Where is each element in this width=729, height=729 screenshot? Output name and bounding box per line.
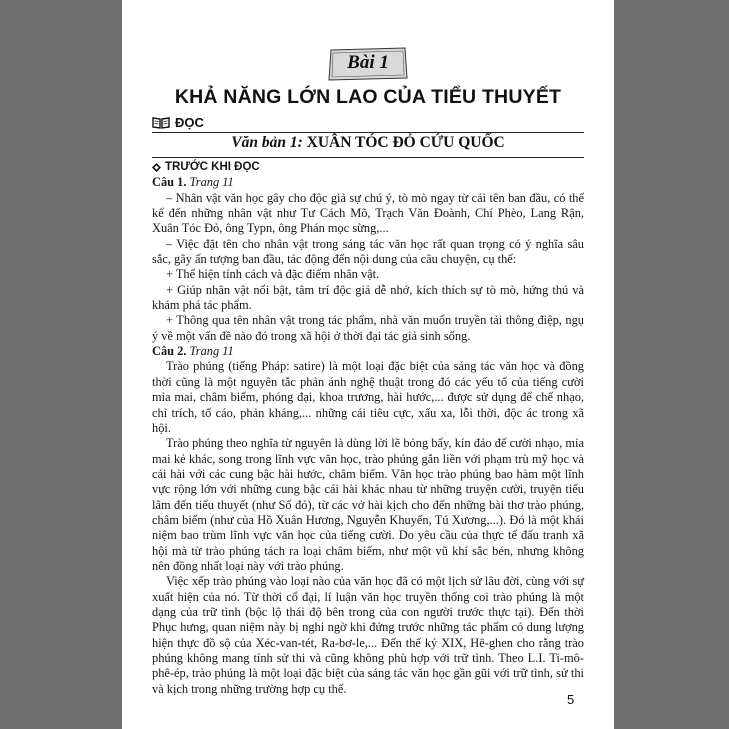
page-body (152, 158, 584, 697)
question-2-heading (152, 344, 584, 359)
q1-paragraph: + Thông qua tên nhân vật trong tác phẩm, nhà văn muốn truyền tải thông điệp, ngụ ý về một vấn đề nào đó trong xã hội ở thời đại tác giả sinh sống. (152, 313, 584, 343)
question-2-label: Câu 2. (152, 344, 187, 359)
page-number: 5 (567, 692, 575, 707)
q1-paragraph: – Việc đặt tên cho nhân vật trong sáng tác văn học rất quan trọng có ý nghĩa sâu sắc, gây ấn tượng ban đầu, tác động đến nội dung của câu chuyện, cụ thể: (152, 236, 584, 267)
section-heading-doc (152, 115, 204, 130)
question-2-page-ref: Trang 11 (189, 344, 234, 359)
q1-paragraph: + Thể hiện tính cách và đặc điểm nhân vật. (166, 267, 380, 282)
before-reading-heading (152, 160, 584, 175)
book-page (122, 0, 614, 729)
text-title (152, 134, 584, 152)
q1-paragraph: + Giúp nhân vật nổi bật, tâm trí độc giả dễ nhớ, kích thích sự tò mò, hứng thú và khám phá tác phẩm. (152, 282, 584, 313)
question-1-label: Câu 1. (152, 175, 187, 190)
q2-paragraph: Trào phúng theo nghĩa từ nguyên là dùng lời lẽ bóng bẩy, kín đáo để cười nhạo, mỉa mai kẻ khác, song trong lĩnh vực văn học, trào phúng gắn liền với phạm trù mỹ học và cái hài với các cung bậc hài hước, châm biếm. Văn học trào phúng bao hàm một lĩnh vực rộng lớn với những cung bậc cái hài khác nhau từ những truyện cười, truyện tiếu lâm đến tiểu thuyết (như Số đỏ), từ các vở hài kịch cho đến những bài thơ trào phúng, châm biếm (như của Hồ Xuân Hương, Nguyễn Khuyến, Tú Xương,...). Đó là một khái niệm bao trùm lĩnh vực văn học của tiếng cười. Do yêu cầu của thực tế đấu tranh xã hội mà từ trào phúng tách ra loại châm biếm, như một vũ khí sắc bén, nhưng không nên đồng nhất loại này với trào phúng. (152, 436, 584, 573)
book-icon (152, 117, 170, 129)
diamond-icon (152, 163, 161, 172)
lesson-badge (327, 44, 409, 84)
divider-top (152, 132, 584, 133)
question-1-heading (152, 175, 584, 190)
before-reading-label: TRƯỚC KHI ĐỌC (165, 161, 260, 173)
q1-paragraph: – Nhân vật văn học gây cho độc giả sự chú ý, tò mò ngay từ cái tên ban đầu, có thể kể đến những nhân vật như Tư Cách Mõ, Trạch Văn Đoành, Chí Phèo, Lang Rận, Xuân Tóc Đỏ, ông Typn, ông Phán mọc sừng,... (152, 190, 584, 236)
lesson-title: KHẢ NĂNG LỚN LAO CỦA TIỂU THUYẾT (174, 86, 562, 108)
right-background-bar (614, 0, 729, 729)
lesson-badge-label: Bài 1 (347, 52, 389, 73)
text-title-prefix: Văn bản 1: (231, 134, 303, 151)
text-title-name: XUÂN TÓC ĐỎ CỨU QUỐC (306, 134, 505, 151)
q2-paragraph: Trào phúng (tiếng Pháp: satire) là một loại đặc biệt của sáng tác văn học và đồng thời cũng là một nguyên tắc phản ánh nghệ thuật trong đó các yếu tố của tiếng cười mỉa mai, châm biếm, phóng đại, khoa trương, hài hước,... được sử dụng để chế nhạo, chỉ trích, tố cáo, phản kháng,... những cái tiêu cực, xấu xa, lỗi thời, độc ác trong xã hội. (152, 359, 584, 435)
q2-paragraph: Việc xếp trào phúng vào loại nào của văn học đã có một lịch sử lâu đời, cùng với sự xuất hiện của nó. Từ thời cổ đại, lí luận văn học truyền thống coi trào phúng là một dạng của trữ tình (bộc lộ thái độ bên trong của con người trước thực tại). Đến thời Phục hưng, quan niệm này bị nghi ngờ khi đứng trước những tác phẩm có dung lượng hiện thực đồ sộ của Xéc-van-tét, Ra-bơ-le,... Đến thế kỷ XIX, Hê-ghen cho rằng trào phúng không mang tính sử thi và cũng không phù hợp với trữ tình. Theo L.I. Ti-mô-phê-ép, trào phúng là một loại đặc biệt của sáng tác văn học gần gũi với trữ tình, sử thi và kịch trong những trường hợp cụ thể. (152, 574, 584, 696)
question-1-page-ref: Trang 11 (189, 175, 234, 190)
left-background-bar (0, 0, 122, 729)
section-heading-label: ĐỌC (175, 115, 204, 130)
